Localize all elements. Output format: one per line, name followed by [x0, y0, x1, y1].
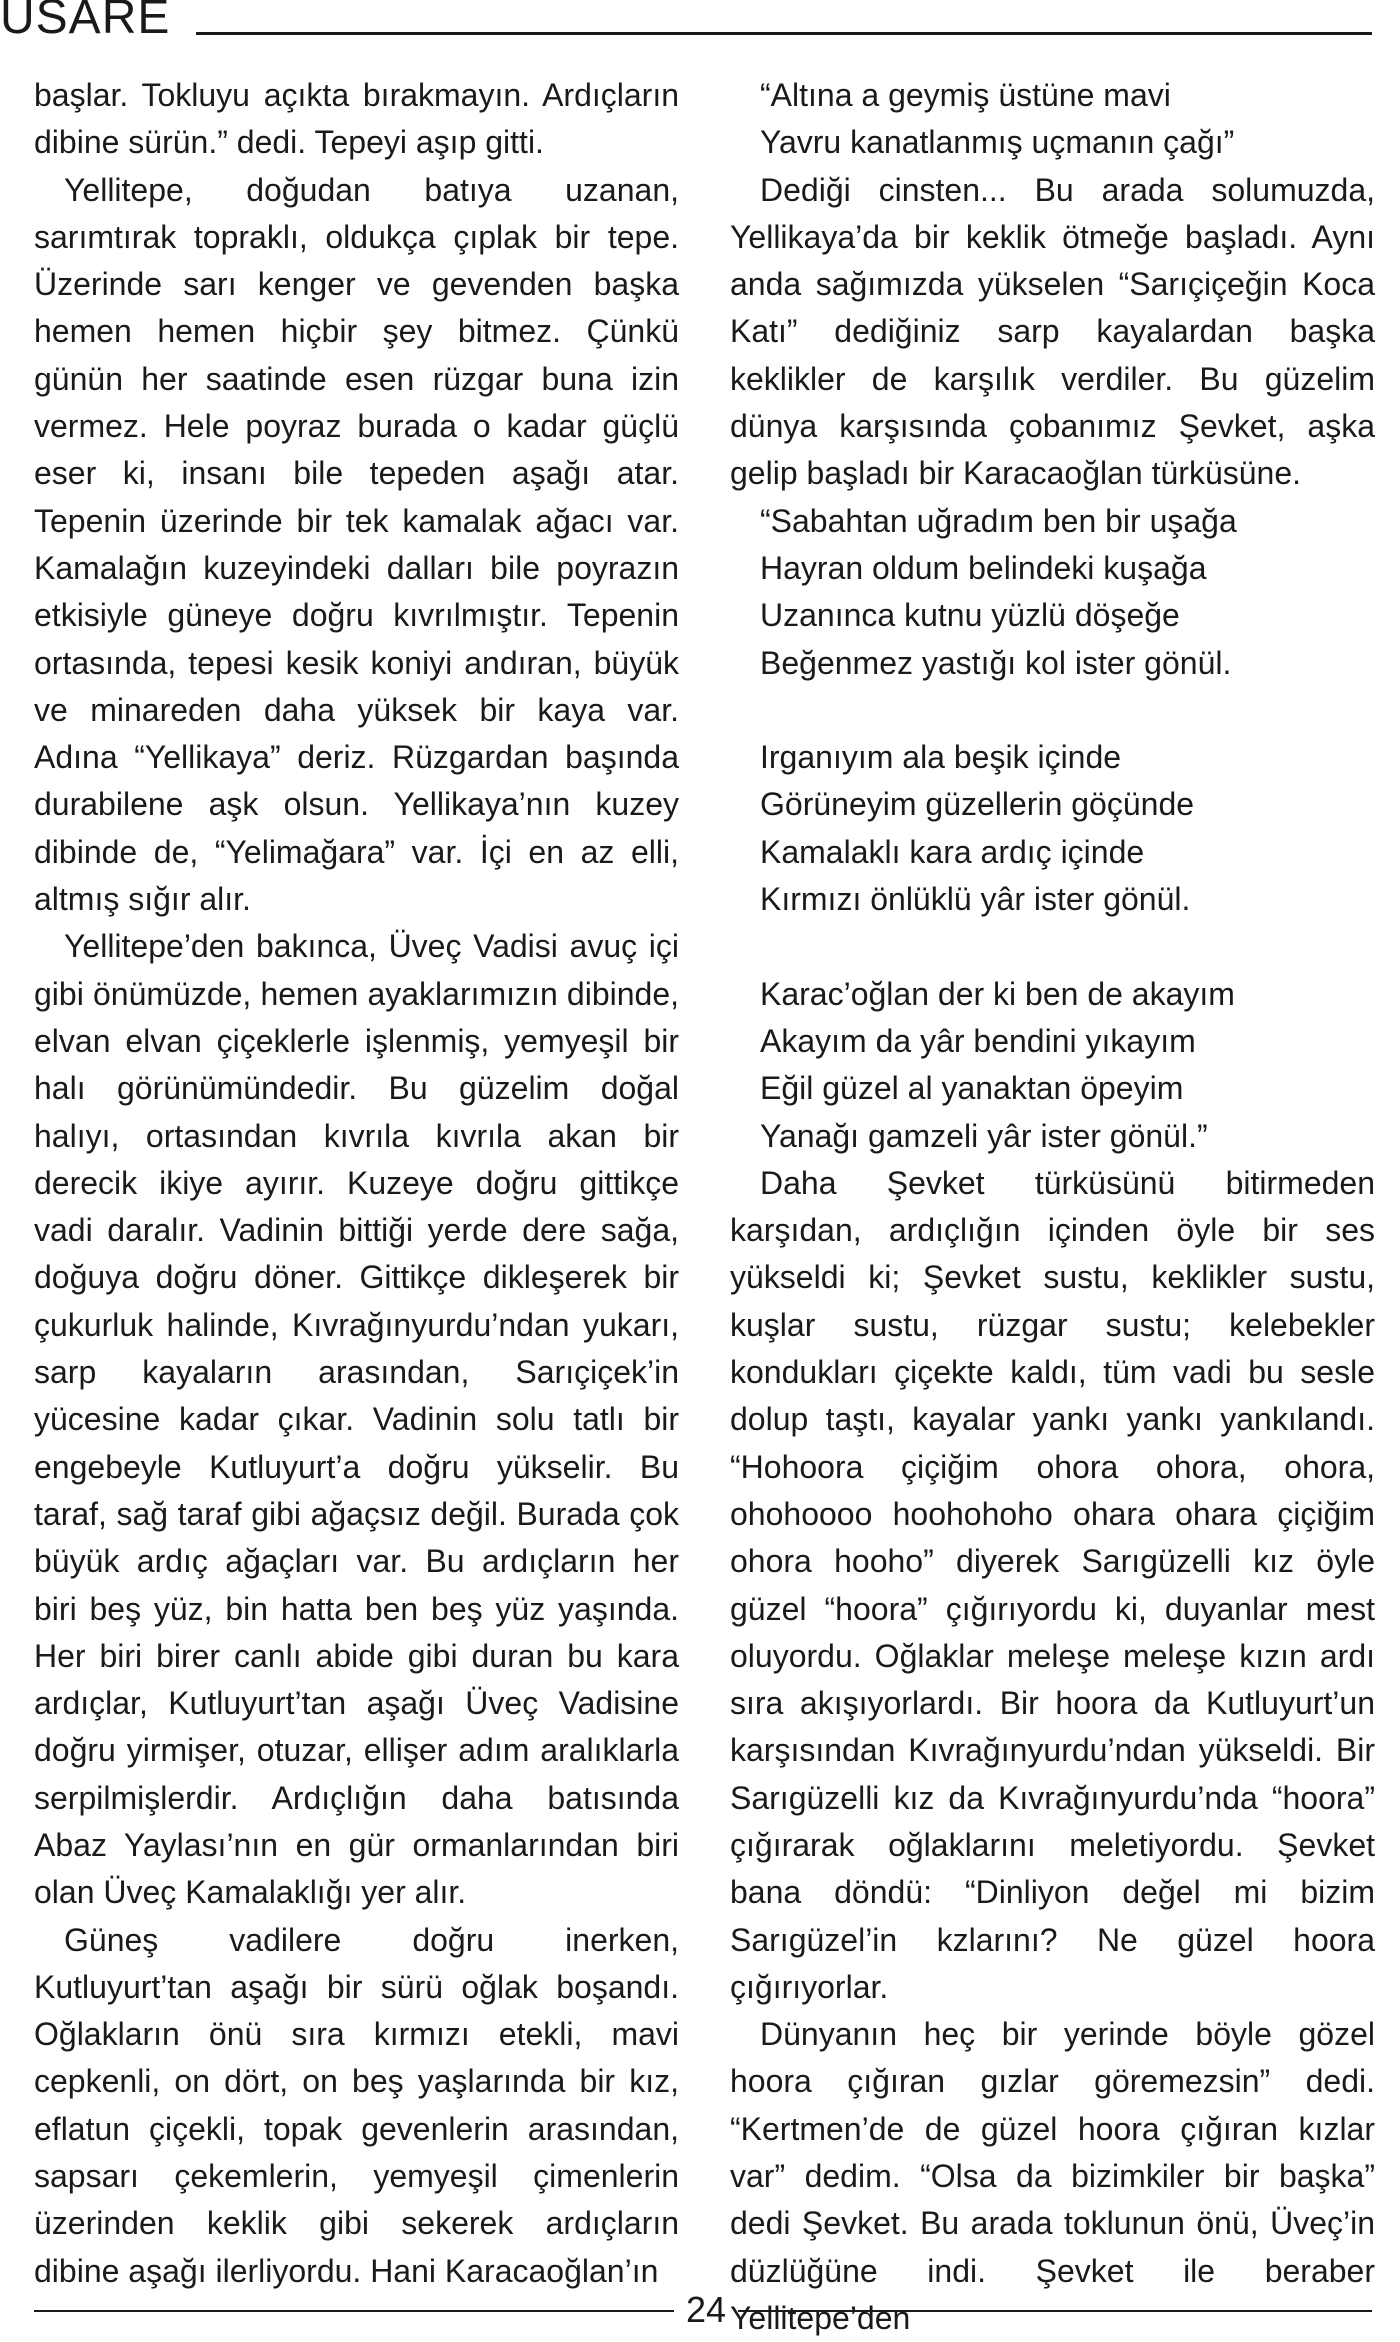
stanza: [730, 734, 1375, 923]
verse-line: Irganıyım ala beşik içinde: [760, 739, 1122, 776]
footer-rule-left: [34, 2310, 674, 2312]
paragraph: Yellitepe, doğudan batıya uzanan, sarımtırak topraklı, oldukça çıplak bir tepe. Üzerinde sarı kenger ve gevenden başka hemen hemen hiçbir şey bitmez. Çünkü günün her saatinde esen rüzgar buna izin vermez. Hele poyraz burada o kadar güçlü eser ki, insanı bile tepeden aşağı atar. Tepenin üzerinde bir tek kamalak ağacı var. Kamalağın kuzeyindeki dalları bile poyrazın etkisiyle güneye doğru kıvrılmıştır. Tepenin ortasında, tepesi kesik koniyi andıran, büyük ve minareden daha yüksek bir kaya var. Adına “Yellikaya” deriz. Rüzgardan başında durabilene aşk olsun. Yellikaya’nın kuzey dibinde de, “Yelimağara” var. İçi en az elli, altmış sığır alır.: [34, 171, 679, 918]
paragraph: Dediği cinsten... Bu arada solumuzda, Yellikaya’da bir keklik ötmeğe başladı. Aynı anda sağımızda yükselen “Sarıçiçeğin Koca Katı” dediğiniz sarp kayalardan başka keklikler de karşılık verdiler. Bu güzelim dünya karşısında çobanımız Şevket, aşka gelip başladı bir Karacaoğlan türküsüne.: [730, 171, 1375, 492]
footer-rule-right: [738, 2310, 1372, 2312]
verse-line: “Altına a geymiş üstüne mavi: [760, 77, 1171, 113]
header-rule: [196, 32, 1372, 35]
verse-line: Karac’oğlan der ki ben de akayım: [760, 975, 1235, 1012]
verse-line: Hayran oldum belindeki kuşağa: [760, 549, 1207, 586]
verse-line: Yavru kanatlanmış uçmanın çağı”: [760, 124, 1235, 161]
left-column: [34, 72, 679, 2295]
verse-line: Görüneyim güzellerin göçünde: [760, 786, 1195, 823]
verse-line: “Sabahtan uğradım ben bir uşağa: [760, 502, 1237, 539]
paragraph: Güneş vadilere doğru inerken, Kutluyurt’tan aşağı bir sürü oğlak boşandı. Oğlakların önü sıra kırmızı etekli, mavi cepkenli, on dört, on beş yaşlarında bir kız, eflatun çiçekli, topak gevenlerin arasından, sapsarı çekemlerin, yemyeşil çimenlerin üzerinden keklik gibi sekerek ardıçların dibine aşağı ilerliyordu. Hani Karacaoğlan’ın: [34, 1921, 679, 2289]
stanza: [730, 971, 1375, 1160]
header-title: USARE: [0, 0, 171, 44]
verse-line: Beğenmez yastığı kol ister gönül.: [760, 644, 1232, 681]
page-number: 24: [685, 2289, 727, 2330]
verse-line: Uzanınca kutnu yüzlü döşeğe: [760, 597, 1180, 634]
paragraph: Dünyanın heç bir yerinde böyle gözel hoora çığıran gızlar göremezsin” dedi. “Kertmen’de de güzel hoora çığıran kızlar var” dedim. “Olsa da bizimkiler bir başka” dedi Şevket. Bu arada toklunun önü, Üveç’in düzlüğüne indi. Şevket ile beraber Yellitepe’den: [730, 2016, 1375, 2336]
verse-intro: [730, 72, 1375, 167]
paragraph: Daha Şevket türküsünü bitirmeden karşıdan, ardıçlığın içinden öyle bir ses yükseldi ki; Şevket sustu, keklikler sustu, kuşlar sustu, rüzgar sustu; kelebekler kondukları çiçekte kaldı, tüm vadi bu sesle dolup taştı, kayalar yankı yankı yankılandı. “Hohoora çiçiğim ohora ohora, ohora, ohohoooo hoohohoho ohara ohara çiçiğim ohora hooho” diyerek Sarıgüzelli kız öyle güzel “hoora” çığırıyordu ki, duyanlar mest oluyordu. Oğlaklar meleşe meleşe kızın ardı sıra akışıyorlardı. Bir hoora da Kutluyurt’un karşısından Kıvrağınyurdu’ndan yükseldi. Bir Sarıgüzelli kız da Kıvrağınyurdu’nda “hoora” çığırarak oğlaklarını meletiyordu. Şevket bana döndü: “Dinliyon değel mi bizim Sarıgüzel’in kzlarını? Ne güzel hoora çığırıyorlar.: [730, 1164, 1375, 2005]
stanza: [730, 498, 1375, 687]
stanza-gap: [730, 923, 1375, 970]
verse-line: Yanağı gamzeli yâr ister gönül.”: [760, 1117, 1208, 1154]
paragraph: Yellitepe’den bakınca, Üveç Vadisi avuç içi gibi önümüzde, hemen ayaklarımızın dibinde, elvan elvan çiçeklerle işlenmiş, yemyeşil bir halı görünümündedir. Bu güzelim doğal halıyı, ortasından kıvrıla kıvrıla akan bir derecik ikiye ayırır. Kuzeye doğru gittikçe vadi daralır. Vadinin bittiği yerde dere sağa, doğuya doğru döner. Gittikçe dikleşerek bir çukurluk halinde, Kıvrağınyurdu’ndan yukarı, sarp kayaların arasından, Sarıçiçek’in yücesine kadar çıkar. Vadinin solu tatlı bir engebeyle Kutluyurt’a doğru yükselir. Bu taraf, sağ taraf gibi ağaçsız değil. Burada çok büyük ardıç ağaçları var. Bu ardıçların her biri beş yüz, bin hatta ben beş yüz yaşında. Her biri birer canlı abide gibi duran bu kara ardıçlar, Kutluyurt’tan aşağı Üveç Vadisine doğru yirmişer, otuzar, ellişer adım aralıklarla serpilmişlerdir. Ardıçlığın daha batısında Abaz Yaylası’nın en gür ormanlarından biri olan Üveç Kamalaklığı yer alır.: [34, 928, 679, 1911]
stanza-gap: [730, 687, 1375, 734]
verse-line: Akayım da yâr bendini yıkayım: [760, 1022, 1196, 1059]
verse-line: Kırmızı önlüklü yâr ister gönül.: [760, 881, 1191, 918]
right-column: [730, 72, 1375, 2342]
paragraph: başlar. Tokluyu açıkta bırakmayın. Ardıçların dibine sürün.” dedi. Tepeyi aşıp gitti.: [34, 77, 679, 161]
verse-line: Eğil güzel al yanaktan öpeyim: [760, 1070, 1184, 1107]
verse-line: Kamalaklı kara ardıç içinde: [760, 833, 1145, 870]
